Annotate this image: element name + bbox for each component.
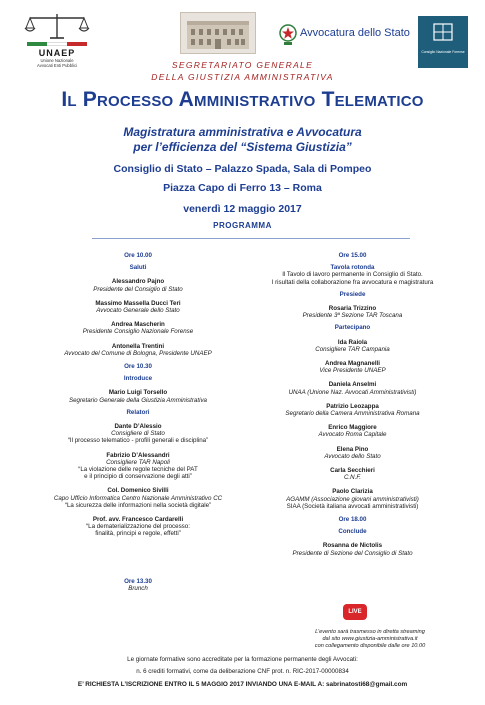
avvocatura-label: Avvocatura dello Stato [300,27,410,39]
program-role: Consigliere di Stato [111,430,165,438]
venue-line2: Piazza Capo di Ferro 13 – Roma [163,182,322,194]
program-role: Capo Ufficio Informatica Centro Nazionale Amministrativo CC [53,494,223,502]
program-sect: Relatori [126,408,150,416]
unaep-sub2: Avvocati Enti Pubblici [37,63,77,68]
divider [92,238,410,239]
program-role: AGAMM (Associazione giovani amministrativisti) [286,495,419,503]
program-name: Col. Domenico Sivilli [107,487,169,495]
program-name: Ida Raiola [337,338,368,346]
program-name: Enrico Maggiore [328,424,377,432]
program-name: Fabrizio D’Alessandri [106,451,170,459]
cnf-emblem-icon [418,16,468,48]
live-icon: LIVE [343,604,367,620]
program-txt: SIAA (Società italiana avvocati amministrativisti) [286,502,419,510]
program-name: Alessandro Pajno [111,278,165,286]
stream-line1: L’evento sarà trasmesso in diretta streaming [315,629,425,635]
program-txt: “La sicurezza delle informazioni nella società digitale” [64,501,212,509]
credits-note-line1: Le giornate formative sono accreditate per la formazione permanente degli Avvocati: [127,656,358,663]
program-name: Antonella Trentini [111,342,165,350]
registration-note: E’ RICHIESTA L’ISCRIZIONE ENTRO IL 5 MAGGIO 2017 INVIANDO UNA E-MAIL A: sabrinatosti68@gmail.com [77,681,408,688]
program-role: Consigliere TAR Napoli [106,458,170,466]
program-name: Andrea Magnanelli [324,360,380,368]
program-time: Ore 10.00 [124,252,152,259]
program-role: Presidente di Sezione del Consiglio di Stato [292,549,413,557]
program-name: Mario Luigi Torsello [108,389,168,397]
stream-line2: dal sito www.giustizia-amministrativa.it [322,636,418,642]
unaep-name: UNAEP [38,48,76,58]
program-role: Avvocato Generale dello Stato [96,307,180,315]
program-txt: “La dematerializzazione del processo: [86,523,190,531]
program-role: Presidente del Consiglio di Stato [93,285,183,293]
venue-line1: Consiglio di Stato – Palazzo Spada, Sala di Pompeo [113,163,372,175]
stream-line3: con collegamento disponibile dalle ore 10.00 [314,643,426,649]
palazzo-spada-image [180,12,256,54]
program-name: Dante D’Alessio [114,423,162,431]
italian-flag-stripe [27,42,87,46]
program-role: Segretario della Camera Amministrativa Romana [285,410,420,418]
program-role: Presidente Consiglio Nazionale Forense [82,328,194,336]
scales-icon [22,12,92,40]
page-title: Il Processo Amministrativo Telematico [61,88,424,111]
brunch-label: Brunch [128,585,148,593]
program-txt: “La violazione delle regole tecniche del PAT [78,466,198,474]
program-txt: e il principio di conservazione degli atti” [84,473,192,481]
program-role: C.N.F. [343,474,362,482]
program-role: Avvocato dello Stato [324,452,381,460]
segretariato-line1: SEGRETARIATO GENERALE [171,60,314,70]
subtitle-line2: per l’efficienza del “Sistema Giustizia” [133,140,352,154]
program-sect: Tavola rotonda [330,264,375,272]
program-role: Presidente 3ª Sezione TAR Toscana [302,312,403,320]
program-sect: Saluti [129,264,147,272]
program-name: Rosanna de Nictolis [322,542,383,550]
morning-program [28,246,248,538]
building-icon [181,13,255,53]
program-name: Carla Secchieri [330,467,375,475]
republic-emblem-icon [278,22,298,46]
program-role: Vice Presidente UNAEP [319,367,386,375]
program-name: Prof. avv. Francesco Cardarelli [92,516,184,524]
program-sect: Introduce [123,375,153,383]
program-role: Consigliere TAR Campania [315,345,390,353]
program-txt: I risultati della collaborazione fra avvocatura e magistratura [271,278,434,286]
event-date: venerdì 12 maggio 2017 [183,203,302,215]
unaep-sub1: Unione Nazionale [40,58,74,63]
program-name: Massimo Massella Ducci Teri [95,299,181,307]
program-time: Ore 15.00 [338,252,367,259]
program-txt: “Il processo telematico - profili generali e disciplina” [67,437,209,445]
program-role: Avvocato Roma Capitale [318,431,387,439]
program-sect: Partecipano [334,324,371,332]
program-time: Ore 18.00 [338,516,367,524]
program-role: Segretario Generale della Giustizia Amministrativa [68,396,208,404]
subtitle-line1: Magistratura amministrativa e Avvocatura [123,125,362,139]
programma-heading: PROGRAMMA [213,221,272,230]
program-time: Ore 10.30 [124,363,152,371]
program-name: Elena Pino [336,445,369,453]
program-name: Daniela Anselmi [328,381,377,389]
credits-note-line2: n. 6 crediti formativi, come da deliberazione CNF prot. n. RIC-2017-00000834 [136,668,349,675]
program-role: UNAA (Unione Naz. Avvocati Amministrativisti) [288,388,417,396]
segretariato-line2: DELLA GIUSTIZIA AMMINISTRATIVA [151,72,334,82]
program-txt: finalità, principi e regole, effetti” [95,530,181,538]
program-txt: Il Tavolo di lavoro permanente in Consiglio di Stato. [282,271,423,279]
program-name: Andrea Mascherin [111,321,165,329]
program-name: Rosaria Trizzino [328,305,377,313]
program-name: Patrizio Leozappa [326,402,379,410]
brunch-block [28,578,248,592]
program-role: Avvocato del Comune di Bologna, Presidente UNAEP [64,349,212,357]
brunch-time: Ore 13.30 [124,578,152,585]
program-sect: Presiede [339,290,366,298]
program-sect: Conclude [338,528,367,536]
afternoon-program [250,246,455,557]
avvocatura-logo [278,22,408,48]
cnf-label: Consiglio Nazionale Forense [421,50,465,54]
program-name: Paolo Clarizia [332,488,373,496]
